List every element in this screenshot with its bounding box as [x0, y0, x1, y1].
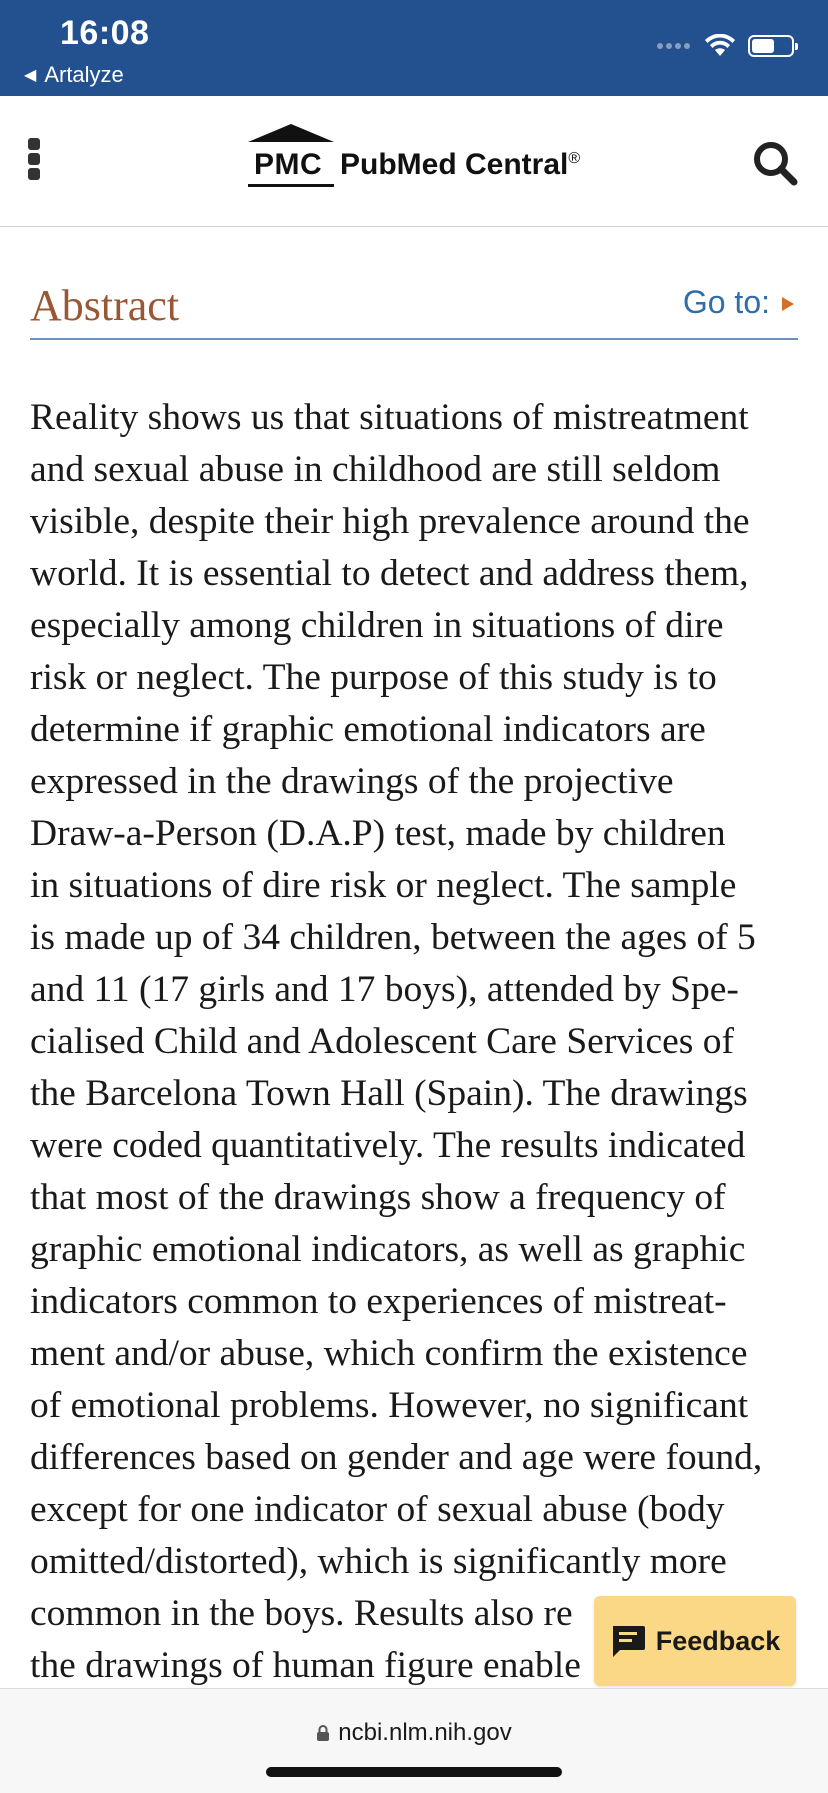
abstract-line: ment and/or abuse, which confirm the existence [30, 1333, 748, 1374]
goto-link[interactable] [683, 284, 794, 321]
abstract-line: were coded quantitatively. The results indicated [30, 1125, 746, 1166]
abstract-line: visible, despite their high prevalence around the [30, 501, 750, 542]
back-app-label: Artalyze [44, 62, 124, 87]
status-icons [657, 34, 794, 58]
goto-arrow-icon [782, 297, 794, 311]
abstract-line: that most of the drawings show a frequency of [30, 1177, 726, 1218]
back-triangle-icon: ◀ [24, 67, 37, 84]
status-bar [0, 0, 828, 96]
battery-icon [748, 35, 794, 57]
feedback-chat-icon [610, 1624, 646, 1658]
abstract-line: except for one indicator of sexual abuse (body [30, 1489, 725, 1530]
abstract-line: world. It is essential to detect and address them, [30, 553, 749, 594]
abstract-line: differences based on gender and age were found, [30, 1437, 763, 1478]
roof-icon [248, 124, 334, 146]
feedback-button[interactable] [594, 1596, 796, 1686]
abstract-line: cialised Child and Adolescent Care Services of [30, 1021, 734, 1062]
abstract-line: expressed in the drawings of the projective [30, 761, 674, 802]
status-time: 16:08 [60, 14, 150, 52]
search-icon[interactable] [752, 140, 798, 186]
abstract-line: the drawings of human figure enable [30, 1645, 581, 1686]
abstract-line: risk or neglect. The purpose of this study is to [30, 657, 717, 698]
abstract-line: Reality shows us that situations of mistreatment [30, 397, 749, 438]
abstract-line: indicators common to experiences of mistreat- [30, 1281, 727, 1322]
abstract-line: especially among children in situations of dire [30, 605, 724, 646]
url-text: ncbi.nlm.nih.gov [338, 1719, 512, 1746]
wifi-icon [704, 34, 736, 58]
abstract-line: of emotional problems. However, no significant [30, 1385, 749, 1426]
feedback-label: Feedback [655, 1625, 781, 1656]
abstract-line: determine if graphic emotional indicators are [30, 709, 706, 750]
cellular-signal-icon [657, 43, 690, 49]
pmc-logo[interactable] [248, 124, 580, 188]
goto-label: Go to: [682, 284, 770, 320]
logo-abbr: PMC [254, 148, 323, 181]
url-display[interactable] [0, 1719, 828, 1747]
browser-url-bar[interactable] [0, 1688, 828, 1793]
abstract-line: Draw-a-Person (D.A.P) test, made by children [30, 813, 726, 854]
abstract-line: the Barcelona Town Hall (Spain). The drawings [30, 1073, 748, 1114]
abstract-heading [30, 280, 798, 340]
abstract-line: omitted/distorted), which is significantly more [30, 1541, 727, 1582]
abstract-line: in situations of dire risk or neglect. The sample [30, 865, 737, 906]
section-title: Abstract [30, 281, 180, 330]
abstract-line: graphic emotional indicators, as well as graphic [30, 1229, 746, 1270]
abstract-line: common in the boys. Results also re [30, 1593, 573, 1634]
menu-icon[interactable] [26, 138, 42, 180]
abstract-line: and 11 (17 girls and 17 boys), attended by Spe- [30, 969, 739, 1010]
pmc-logo-mark [248, 124, 334, 188]
abstract-line: and sexual abuse in childhood are still seldom [30, 449, 721, 490]
logo-name: PubMed Central® [340, 148, 581, 181]
site-header [0, 96, 828, 227]
lock-icon [316, 1724, 330, 1742]
home-indicator [266, 1767, 562, 1777]
abstract-line: is made up of 34 children, between the ages of 5 [30, 917, 756, 958]
back-to-app-button[interactable] [24, 62, 124, 88]
abstract-text [30, 392, 806, 1692]
